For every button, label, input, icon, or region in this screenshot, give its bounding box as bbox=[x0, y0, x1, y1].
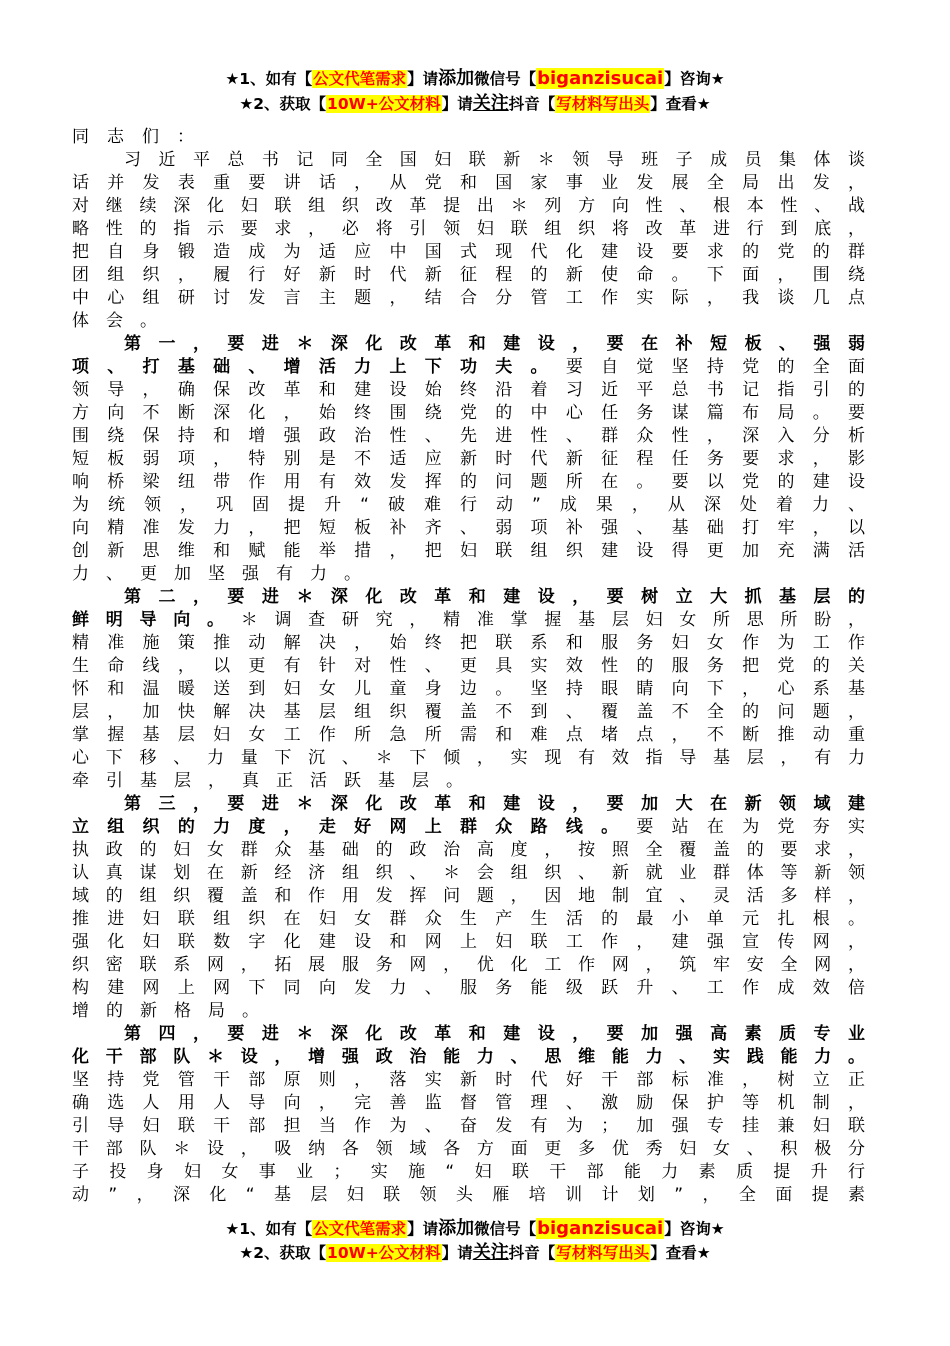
banner-text: 】请 bbox=[407, 1220, 439, 1238]
banner-emphasis: 关注 bbox=[472, 93, 509, 114]
text-line: 动”，深化“基层妇联领头雁培训计划”，全面提素 bbox=[72, 1185, 865, 1205]
banner-top-line-1 bbox=[0, 68, 950, 90]
banner-text: ★1、如有【 bbox=[225, 70, 313, 88]
text-line: 体会。 bbox=[72, 311, 174, 331]
text-line: 创新思维和赋能举措，把妇联组织建设得更加充满活 bbox=[72, 541, 865, 561]
banner-text: 】咨询★ bbox=[664, 70, 725, 88]
text-line: 第二，要进＊深化改革和建设，要树立大抓基层的 bbox=[124, 587, 865, 607]
body-text: 要站在为党夯实 bbox=[636, 817, 866, 837]
text-line: 引导妇联干部担当作为、奋发有为；加强专挂兼妇联 bbox=[72, 1116, 865, 1136]
text-line: 把自身锻造成为适应中国式现代化建设要求的党的群 bbox=[72, 242, 865, 262]
text-line: 第三，要进＊深化改革和建设，要加大在新领域建 bbox=[124, 794, 865, 814]
text-line: 响桥梁纽带作用有效发挥的问题所在。要以党的建设 bbox=[72, 472, 865, 492]
text-line: 层，加快解决基层组织覆盖不到、覆盖不全的问题， bbox=[72, 702, 865, 722]
text-line: 中心组研讨发言主题，结合分管工作实际，我谈几点 bbox=[72, 288, 865, 308]
banner-text: 】请 bbox=[407, 70, 439, 88]
banner-highlight-douyin: 写材料写出头 bbox=[556, 1244, 650, 1262]
text-line: 为统领，巩固提升“破难行动”成果，从深处着力、 bbox=[72, 495, 865, 515]
text-line: 确选人用人导向，完善监督管理、激励保护等机制， bbox=[72, 1093, 865, 1113]
text-line: 第四，要进＊深化改革和建设，要加强高素质专业 bbox=[124, 1024, 865, 1044]
text-line: 化干部队＊设，增强政治能力、思维能力、实践能力。 bbox=[72, 1047, 865, 1067]
banner-text: 】查看★ bbox=[650, 1244, 711, 1262]
text-line: 话并发表重要讲话，从党和国家事业发展全局出发， bbox=[72, 173, 865, 193]
text-line: 力、更加坚强有力。 bbox=[72, 564, 378, 584]
text-line: 生命线，以更有针对性、更具实效性的服务把党的关 bbox=[72, 656, 865, 676]
banner-bottom-line-2 bbox=[0, 1242, 950, 1264]
banner-text: 微信号【 bbox=[474, 70, 537, 88]
bold-heading-text: 立组织的力度，走好网上群众路线。 bbox=[72, 817, 637, 837]
text-line: 认真谋划在新经济组织、＊会组织、新就业群体等新领 bbox=[72, 863, 865, 883]
banner-highlight: 10W+公文材料 bbox=[327, 95, 441, 113]
banner-highlight-wechat: biganzisucai bbox=[537, 1218, 664, 1239]
text-line: 增的新格局。 bbox=[72, 1001, 276, 1021]
banner-text: 】请 bbox=[441, 95, 473, 113]
bold-heading-text: 项、打基础、增活力上下功夫。 bbox=[72, 357, 566, 377]
banner-emphasis: 添加 bbox=[438, 68, 475, 89]
banner-highlight: 10W+公文材料 bbox=[327, 1244, 441, 1262]
text-line: 对继续深化妇联组织改革提出＊列方向性、根本性、战 bbox=[72, 196, 865, 216]
text-line: 团组织，履行好新时代新征程的新使命。下面，围绕 bbox=[72, 265, 865, 285]
body-text: ＊调查研究，精准掌握基层妇女所思所盼， bbox=[240, 610, 866, 630]
banner-highlight: 公文代笔需求 bbox=[313, 1220, 407, 1238]
text-line: 第一，要进＊深化改革和建设，要在补短板、强弱 bbox=[124, 334, 865, 354]
text-line: 织密联系网，拓展服务网，优化工作网，筑牢安全网， bbox=[72, 955, 865, 975]
text-line: 干部队＊设，吸纳各领域各方面更多优秀妇女、积极分 bbox=[72, 1139, 865, 1159]
text-line: 向精准发力，把短板补齐、弱项补强、基础打牢，以 bbox=[72, 518, 865, 538]
text-line: 心下移、力量下沉、＊下倾，实现有效指导基层，有力 bbox=[72, 748, 865, 768]
text-line: 略性的指示要求，必将引领妇联组织将改革进行到底， bbox=[72, 219, 865, 239]
text-line: 域的组织覆盖和作用发挥问题，因地制宜、灵活多样， bbox=[72, 886, 865, 906]
banner-text: 】查看★ bbox=[650, 95, 711, 113]
banner-text: ★2、获取【 bbox=[239, 1244, 327, 1262]
text-line: 构建网上网下同向发力、服务能级跃升、工作成效倍 bbox=[72, 978, 865, 998]
banner-text: ★1、如有【 bbox=[225, 1220, 313, 1238]
text-line: 掌握基层妇女工作所急所需和难点堵点，不断推动重 bbox=[72, 725, 865, 745]
text-line: 子投身妇女事业；实施“妇联干部能力素质提升行 bbox=[72, 1162, 865, 1182]
text-line: 推进妇联组织在妇女群众生产生活的最小单元扎根。 bbox=[72, 909, 865, 929]
body-text: 要自觉坚持党的全面 bbox=[565, 357, 866, 377]
banner-bottom-line-1 bbox=[0, 1218, 950, 1240]
banner-text: 抖音【 bbox=[508, 1244, 556, 1262]
banner-text: 抖音【 bbox=[508, 95, 556, 113]
text-line: 牵引基层，真正活跃基层。 bbox=[72, 771, 480, 791]
text-line bbox=[72, 609, 865, 632]
banner-text: 】请 bbox=[441, 1244, 473, 1262]
text-line: 强化妇联数字化建设和网上妇联工作，建强宣传网， bbox=[72, 932, 865, 952]
text-line: 怀和温暖送到妇女儿童身边。坚持眼睛向下，心系基 bbox=[72, 679, 865, 699]
text-line: 方向不断深化，始终围绕党的中心任务谋篇布局。要 bbox=[72, 403, 865, 423]
text-line: 习近平总书记同全国妇联新＊领导班子成员集体谈 bbox=[124, 150, 865, 170]
banner-text: 微信号【 bbox=[474, 1220, 537, 1238]
banner-highlight: 公文代笔需求 bbox=[313, 70, 407, 88]
banner-highlight-wechat: biganzisucai bbox=[537, 68, 664, 89]
text-line: 领导，确保改革和建设始终沿着习近平总书记指引的 bbox=[72, 380, 865, 400]
text-line: 短板弱项，特别是不适应新时代新征程任务要求，影 bbox=[72, 449, 865, 469]
text-line: 坚持党管干部原则，落实新时代好干部标准，树立正 bbox=[72, 1070, 865, 1090]
paragraph-lines bbox=[72, 149, 892, 1207]
banner-emphasis: 关注 bbox=[472, 1242, 509, 1263]
banner-top-line-2 bbox=[0, 93, 950, 115]
salutation: 同志们： bbox=[72, 127, 212, 147]
banner-text: ★2、获取【 bbox=[239, 95, 327, 113]
text-line bbox=[72, 816, 865, 839]
text-line: 执政的妇女群众基础的政治高度，按照全覆盖的要求， bbox=[72, 840, 865, 860]
text-line bbox=[72, 356, 865, 379]
text-line: 精准施策推动解决，始终把联系和服务妇女作为工作 bbox=[72, 633, 865, 653]
document-body bbox=[72, 126, 892, 1207]
bold-heading-text: 鲜明导向。 bbox=[72, 610, 241, 630]
banner-text: 】咨询★ bbox=[664, 1220, 725, 1238]
banner-highlight-douyin: 写材料写出头 bbox=[556, 95, 650, 113]
text-line: 围绕保持和增强政治性、先进性、群众性，深入分析 bbox=[72, 426, 865, 446]
banner-emphasis: 添加 bbox=[438, 1218, 475, 1239]
